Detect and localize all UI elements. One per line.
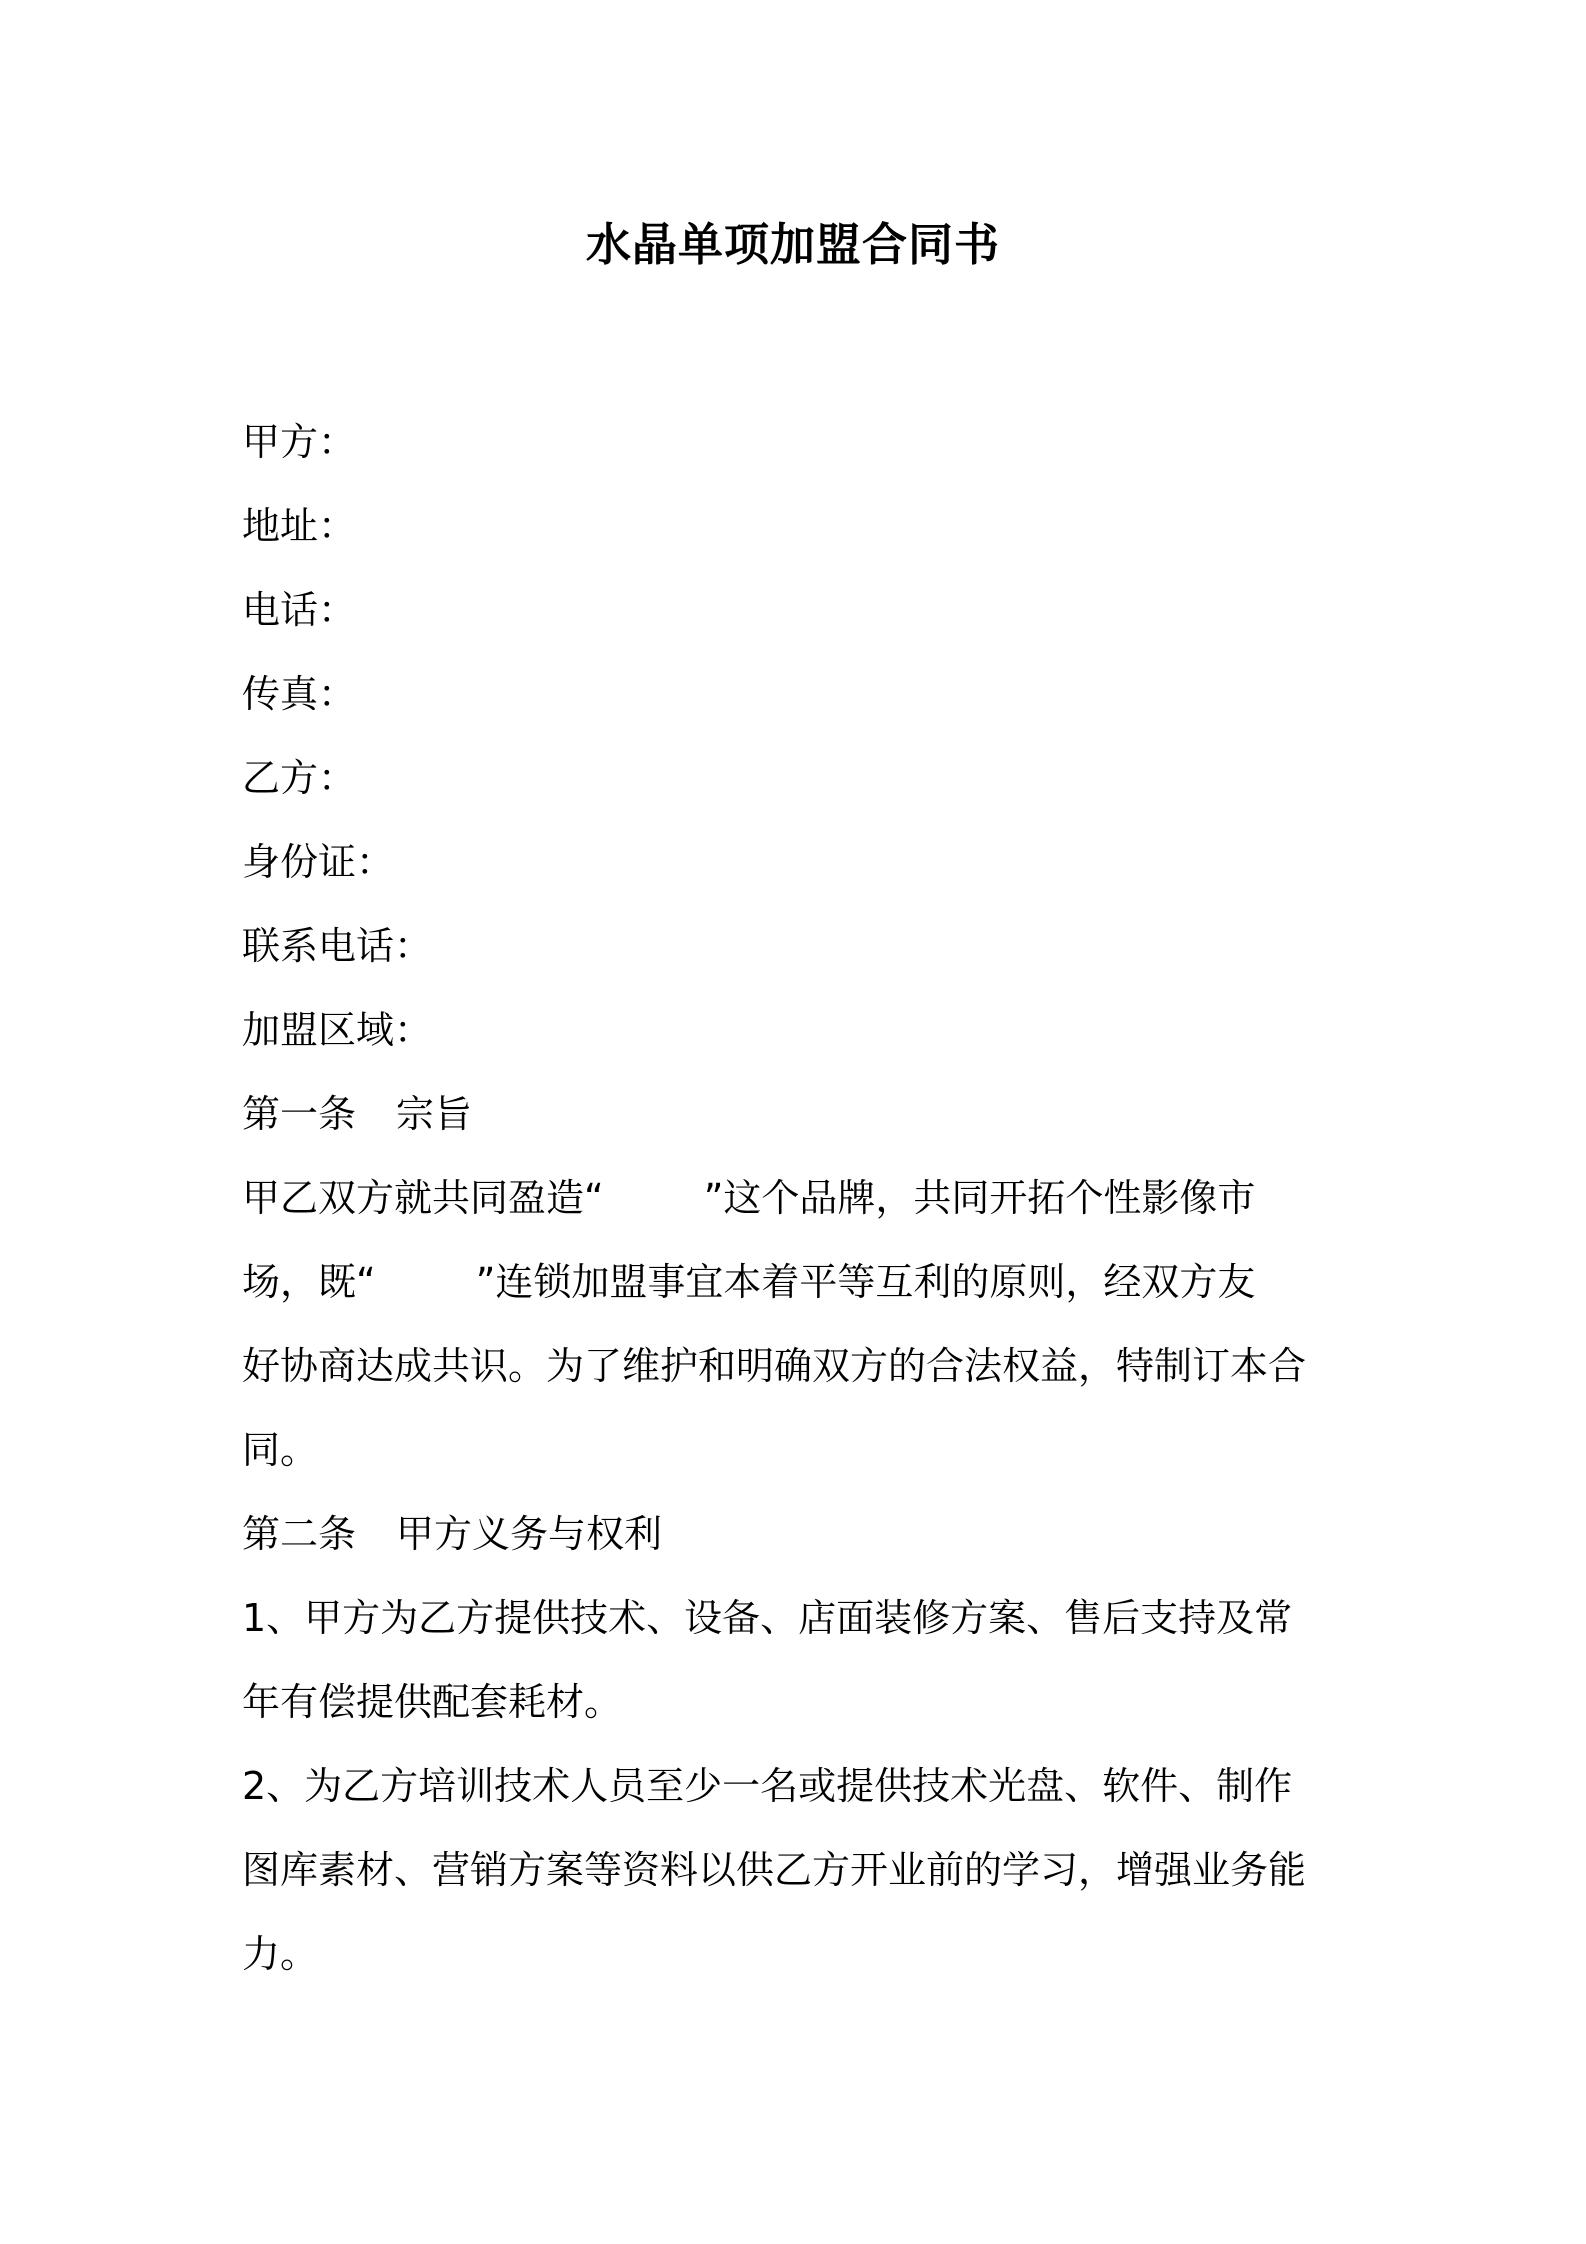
field-fax: 传真： (242, 672, 357, 716)
article2-line-5: 力。 (242, 1932, 319, 1976)
document-title: 水晶单项加盟合同书 (585, 218, 1000, 271)
article1-line-1-post: ”这个品牌，共同开拓个性影像市 (703, 1176, 1256, 1220)
article2-number: 第二条 (242, 1512, 357, 1556)
article1-heading: 宗旨 (396, 1092, 473, 1136)
article1-line-1-pre: 甲乙双方就共同盈造“ (242, 1176, 604, 1220)
article1-line-1 (242, 1156, 1357, 1240)
article2-line-4: 图库素材、营销方案等资料以供乙方开业前的学习，增强业务能 (242, 1848, 1307, 1892)
field-party-b: 乙方： (242, 756, 357, 800)
article2-line-2: 年有偿提供配套耗材。 (242, 1680, 623, 1724)
article1-line-2 (242, 1240, 1357, 1324)
field-franchise-region: 加盟区域： (242, 1008, 433, 1052)
field-address: 地址： (242, 504, 357, 548)
document-body (242, 400, 1357, 1996)
field-party-a: 甲方： (242, 420, 357, 464)
article1-line-2-pre: 场，既“ (242, 1260, 376, 1304)
article1-line-2-post: ”连锁加盟事宜本着平等互利的原则，经双方友 (475, 1260, 1256, 1304)
article1-line-4: 同。 (242, 1428, 319, 1472)
article2-heading: 甲方义务与权利 (396, 1512, 663, 1556)
article1-heading-line (242, 1072, 1357, 1156)
article2-heading-line (242, 1492, 1357, 1576)
field-phone: 电话： (242, 588, 357, 632)
article2-line-3: 2、为乙方培训技术人员至少一名或提供技术光盘、软件、制作 (242, 1764, 1293, 1808)
article1-line-3: 好协商达成共识。为了维护和明确双方的合法权益，特制订本合 (242, 1344, 1307, 1388)
article1-number: 第一条 (242, 1092, 357, 1136)
field-contact-phone: 联系电话： (242, 924, 433, 968)
article2-line-1: 1、甲方为乙方提供技术、设备、店面装修方案、售后支持及常 (242, 1596, 1293, 1640)
field-id-card: 身份证： (242, 840, 395, 884)
